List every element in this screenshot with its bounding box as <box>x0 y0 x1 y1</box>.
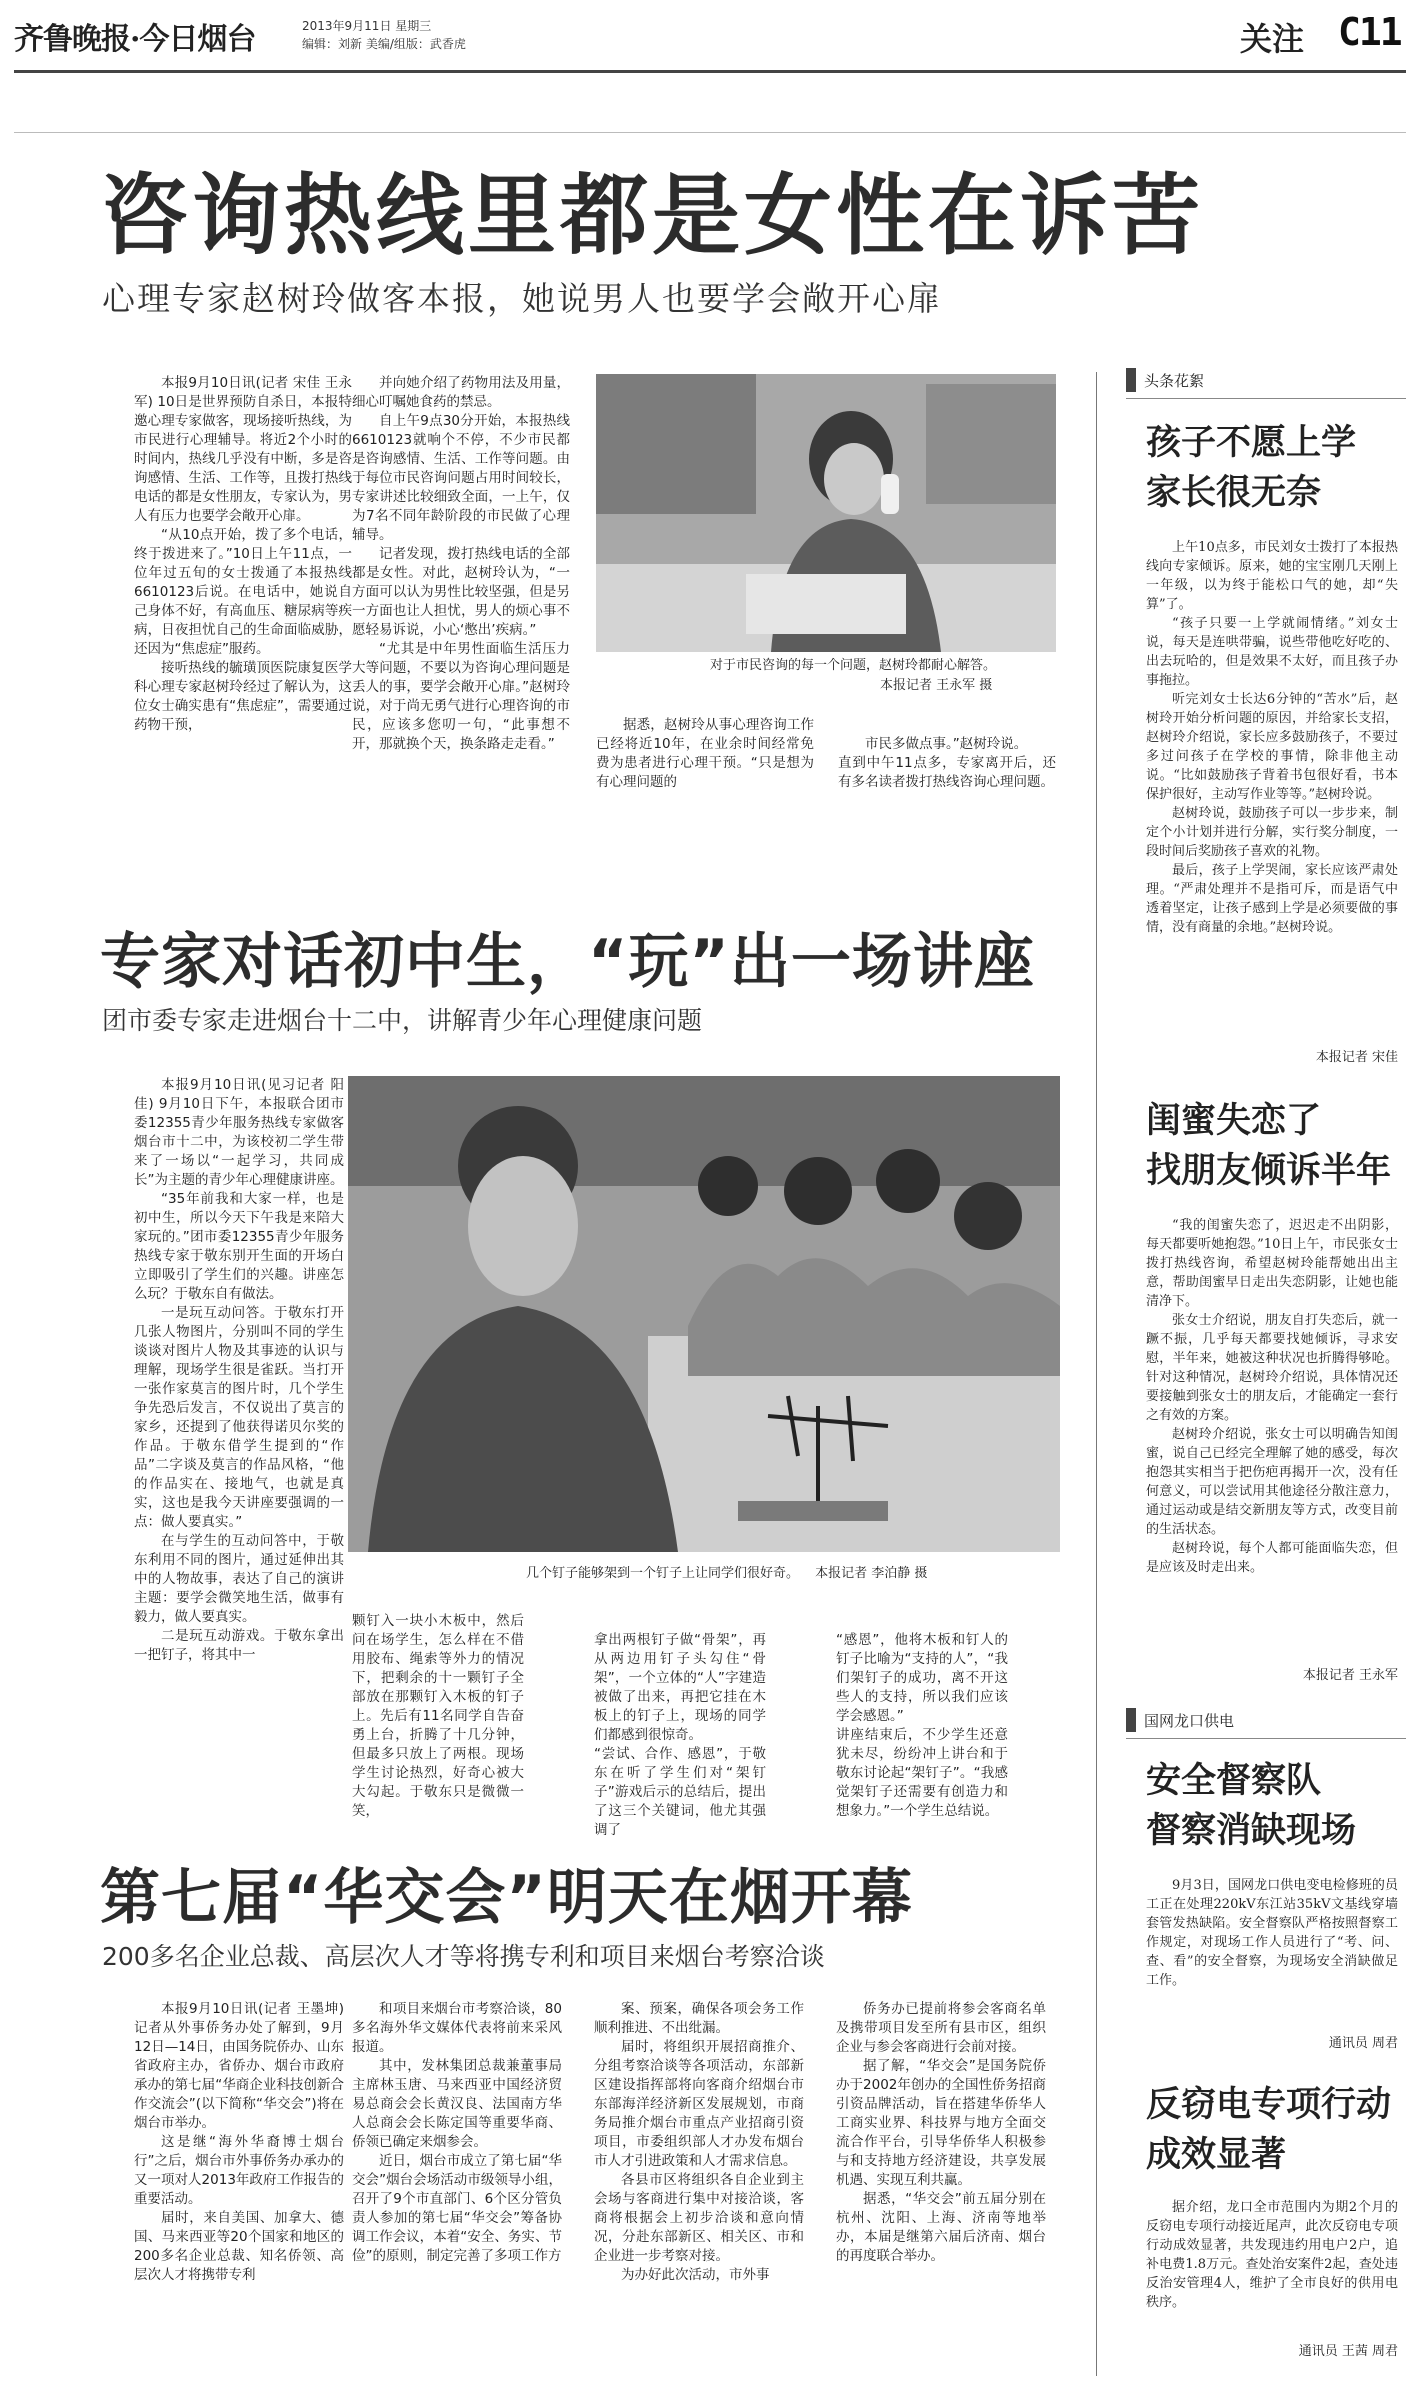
article1-caption: 对于市民咨询的每一个问题，赵树玲都耐心解答。 <box>710 658 997 673</box>
article1-subtitle: 心理专家赵树玲做客本报，她说男人也要学会敞开心扉 <box>102 279 942 318</box>
newspaper-logo: 齐鲁晚报·今日烟台 <box>14 22 256 57</box>
paragraph: “我的闺蜜失恋了，迟迟走不出阴影，每天都要听她抱怨。”10日上午，市民张女士拨打热线咨询，希望赵树玲能帮她出出主意，帮助闺蜜早日走出失恋阴影，让她也能清净下。 <box>1146 1218 1398 1309</box>
header-thin-rule <box>14 132 1406 133</box>
article2-column-1 <box>134 1076 344 1808</box>
article1-photo-credit: 本报记者 王永军 摄 <box>880 678 993 693</box>
paragraph: 最后，孩子上学哭闹，家长应该严肃处理。“严肃处理并不是指可斥，而是语气中透着坚定，让孩子感到上学是必须要做的事情，没有商量的余地。”赵树玲说。 <box>1146 863 1398 935</box>
paragraph: 听完刘女士长达6分钟的“苦水”后，赵树玲开始分析问题的原因，并给家长支招，赵树玲介绍说，家长应多鼓励孩子，不要过多过问孩子在学校的事情，除非他主动说。“比如鼓励孩子背着书包很好看，书本保护很好，主动写作业等等。”赵树玲说。 <box>1146 692 1398 802</box>
paragraph: 据介绍，龙口全市范围内为期2个月的反窃电专项行动接近尾声，此次反窃电专项行动成效显著，共发现违约用电户2户，追补电费1.8万元。查处治安案件2起，查处违反治安管理4人，维护了全市良好的供用电秩序。 <box>1146 2200 1398 2310</box>
paragraph: 案、预案，确保各项会务工作顺利推进、不出纰漏。 <box>594 2001 804 2036</box>
article3-column-2 <box>352 2000 562 2376</box>
article1-column-1 <box>134 374 352 854</box>
story3-byline: 通讯员 周君 <box>1328 2036 1398 2051</box>
article1-column-3 <box>596 716 814 846</box>
story4-title <box>1146 2080 1391 2180</box>
paragraph: 据了解，“华交会”是国务院侨办于2002年创办的全国性侨务招商引资品牌活动，旨在搭建华侨华人工商实业界、科技界与地方全面交流合作平台，引导华侨华人积极参与和支持地方经济建设，共享发展机遇、实现互利共赢。 <box>836 2058 1046 2188</box>
paragraph: 二是玩互动游戏。于敬东拿出一把钉子，将其中一 <box>134 1628 344 1663</box>
article2-column-4 <box>836 1612 1008 1819</box>
issue-date: 2013年9月11日 星期三 <box>302 19 432 33</box>
article3-column-3 <box>594 2000 804 2376</box>
paragraph: 一是玩互动问答。于敬东打开几张人物图片，分别叫不同的学生谈谈对图片人物及其事迹的认识与理解，现场学生很是雀跃。当打开一张作家莫言的图片时，几个学生争先恐后发言，不仅说出了莫言的家乡，还提到了他获得诺贝尔奖的作品。于敬东借学生提到的“作品”二字谈及莫言的作品风格，“他的作品实在、接地气，也就是真实，这也是我今天讲座要强调的一点：做人要真实。” <box>134 1305 344 1530</box>
header-rule <box>14 70 1406 73</box>
paragraph: 近日，烟台市成立了第七届“华交会”烟台会场活动市级领导小组，召开了9个市直部门、6个区分管负责人参加的第七届“华交会”筹备协调工作会议，本着“安全、务实、节俭”的原则，制定完善了多项工作方 <box>352 2153 562 2264</box>
story2-title <box>1146 1096 1391 1196</box>
article2-title: 专家对话初中生，“玩”出一场讲座 <box>100 927 1035 997</box>
title-line: 家长很无奈 <box>1146 473 1322 513</box>
paragraph: 接听热线的毓璜顶医院康复医学科心理专家赵树玲经过了解认为，这位女士确实患有“焦虑症”，需要通过药物干预， <box>134 660 352 733</box>
article1-column-2 <box>352 374 570 854</box>
article1-title: 咨询热线里都是女性在诉苦 <box>100 164 1205 267</box>
paragraph: “感恩”，他将木板和钉人的钉子比喻为“支持的人”，“我们架钉子的成功，离不开这些人的支持，所以我们应该学会感恩。” 讲座结束后，不少学生还意犹未尽，纷纷冲上讲台和于敬东讨论起“架钉子”。“我感觉架钉子还需要有创造力和想象力。”一个学生总结说。 <box>836 1632 1008 1819</box>
paragraph: 为办好此次活动，市外事 <box>621 2267 770 2283</box>
paragraph: 本报9月10日讯(记者 王墨坤) 记者从外事侨务办处了解到，9月12日—14日，由国务院侨办、山东省政府主办，省侨办、烟台市政府承办的第七届“华商企业科技创新合作交流会”(以下简称“华交会”)将在烟台市举办。 <box>134 2001 344 2131</box>
paragraph: 其中，发林集团总裁兼董事局主席林玉唐、马来西亚中国经济贸易总商会会长黄汉良、法国南方华人总商会会长陈定国等重要华商、侨领已确定来烟参会。 <box>352 2058 562 2150</box>
paragraph: 据悉，赵树玲从事心理咨询工作已经将近10年，在业余时间经常免费为患者进行心理干预。“只是想为有心理问题的 <box>596 717 814 790</box>
tag-rule <box>1126 1738 1406 1739</box>
article1-column-4 <box>838 716 1056 846</box>
paragraph: 届时，将组织开展招商推介、分组考察洽谈等各项活动，东部新区建设指挥部将向客商介绍烟台市东部海洋经济新区发展规划，市商务局推介烟台市重点产业招商引资项目，市委组织部人才办发布烟台市人才引进政策和人才需求信息。 <box>594 2039 804 2169</box>
paragraph: 拿出两根钉子做“骨架”，再从两边用钉子头勾住“骨架”，一个立体的“人”字建造被做了出来，再把它挂在木板上的钉子上，现场的同学们都感到很惊奇。 “尝试、合作、感恩”，于敬东在听了学生们对“架钉子”游戏后示的总结后，提出了这三个关键词，他尤其强调了 <box>594 1632 766 1838</box>
story1-byline: 本报记者 宋佳 <box>1315 1050 1398 1065</box>
article2-caption-row <box>526 1564 1060 1583</box>
paragraph: 届时，来自美国、加拿大、德国、马来西亚等20个国家和地区的200多名企业总裁、知名侨领、高层次人才将携带专利 <box>134 2210 344 2283</box>
story4-byline: 通讯员 王茜 周君 <box>1298 2344 1398 2359</box>
nail-game-photo-image <box>348 1076 1060 1552</box>
paragraph: 赵树玲说，鼓励孩子可以一步步来，制定个小计划并进行分解，实行奖分制度，一段时间后奖励孩子喜欢的礼物。 <box>1146 806 1398 859</box>
paragraph: 本报9月10日讯(记者 宋佳 王永军) 10日是世界预防自杀日，本报特邀心理专家做客，现场接听热线，为市民进行心理辅导。将近2个小时的时间内，热线几乎没有中断，多是咨询感情、生活、工作等，且拨打热线电话的都是女性朋友，专家认为，男人有压力也要学会敞开心扉。 <box>134 375 352 524</box>
title-line: 反窃电专项行动 <box>1146 2085 1392 2125</box>
paragraph: 赵树玲介绍说，张女士可以明确告知闺蜜，说自己已经完全理解了她的感受，每次抱怨其实相当于把伤疤再揭开一次，没有任何意义，可以尝试用其他途径分散注意力，通过运动或是结交新朋友等方式，改变目前的生活状态。 <box>1146 1427 1398 1537</box>
paragraph: 9月3日，国网龙口供电变电检修班的员工正在处理220kV东江站35kV文基线穿墙套管发热缺陷。安全督察队严格按照督察工作规定，对现场工作人员进行了“考、问、查、看”的安全督察，为现场安全消缺做足工作。 <box>1146 1878 1398 1988</box>
sidebar-divider <box>1096 372 1097 2376</box>
paragraph: 并向她介绍了药物用法及用量，细心叮嘱她食药的禁忌。 <box>352 375 570 410</box>
story3-title <box>1146 1756 1356 1856</box>
section-name: 关注 <box>1240 20 1305 58</box>
article2-column-3 <box>594 1612 766 1838</box>
paragraph: “尤其是中年男性面临生活压力大等问题，不要以为咨询心理问题是丢人的事，要学会敞开心扉。”赵树玲说，对于尚无勇气进行心理咨询的市民，应该多您叨一句，“此事想不开，那就换个天，换条路走走看。” <box>352 641 570 752</box>
story3-body <box>1146 1876 1398 2030</box>
article3-title: 第七届“华交会”明天在烟开幕 <box>100 1863 913 1933</box>
paragraph: 颗钉入一块小木板中，然后问在场学生，怎么样在不借用胶布、绳索等外力的情况下，把剩余的十一颗钉子全部放在那颗钉入木板的钉子上。先后有11名同学自告奋勇上台，折腾了十几分钟，但最多只放上了两根。现场学生讨论热烈，好奇心被大大勾起。于敬东只是微微一笑， <box>352 1613 524 1819</box>
article2-subtitle: 团市委专家走进烟台十二中，讲解青少年心理健康问题 <box>102 1006 703 1035</box>
article2-photo <box>348 1076 1060 1552</box>
tag-rule <box>1126 398 1406 399</box>
paragraph: 记者发现，拨打热线电话的全部都是女性。对此，赵树玲认为，“一方面可以认为男性比较坚强，但是另一方面也让人担忧，男人的烦心事不愿轻易诉说，小心‘憋出’疾病。” <box>352 546 570 638</box>
title-line: 孩子不愿上学 <box>1146 423 1357 463</box>
article2-caption: 几个钉子能够架到一个钉子上让同学们很好奇。 <box>526 1566 800 1581</box>
paragraph: 据悉，“华交会”前五届分别在杭州、沈阳、上海、济南等地举办，本届是继第六届后济南、烟台的再度联合举办。 <box>836 2191 1046 2264</box>
paragraph: “从10点开始，拨了多个电话，终于拨进来了。”10日上午11点，一位年过五旬的女士拨通了本报热线6610123后说。在电话中，她说自己身体不好，有高血压、糖尿病等疾病，日夜担忧自己的生命面临威胁，还因为“焦虑症”服药。 <box>134 527 352 657</box>
story2-byline: 本报记者 王永军 <box>1302 1668 1398 1683</box>
paragraph: 张女士介绍说，朋友自打失恋后，就一蹶不振，几乎每天都要找她倾诉，寻求安慰，半年来，她被这种状况也折腾得够呛。针对这种情况，赵树玲介绍说，具体情况还要接触到张女士的朋友后，才能确定一套行之有效的方案。 <box>1146 1313 1398 1423</box>
page-number: C11 <box>1338 10 1401 54</box>
title-line: 找朋友倾诉半年 <box>1146 1151 1392 1191</box>
article2-column-2 <box>352 1612 524 1819</box>
sidebar-tag-power-supply: 国网龙口供电 <box>1144 1712 1235 1730</box>
paragraph: 和项目来烟台市考察洽谈，80多名海外华文媒体代表将前来采风报道。 <box>352 2001 562 2055</box>
title-line: 督察消缺现场 <box>1146 1811 1357 1851</box>
tag-marker <box>1126 368 1136 392</box>
title-line: 成效显著 <box>1146 2135 1287 2175</box>
tag-marker <box>1126 1708 1136 1732</box>
paragraph: 本报9月10日讯(见习记者 阳佳) 9月10日下午，本报联合团市委12355青少年服务热线专家做客烟台市十二中，为该校初二学生带来了一场以“一起学习，共同成长”为主题的青少年心理健康讲座。 <box>134 1077 344 1188</box>
paragraph: 上午10点多，市民刘女士拨打了本报热线向专家倾诉。原来，她的宝宝刚几天刚上一年级，以为终于能松口气的她，却“失算”了。 <box>1146 540 1398 612</box>
story4-body <box>1146 2198 1398 2334</box>
paragraph: 这是继“海外华裔博士烟台行”之后，烟台市外事侨务办承办的又一项对人2013年政府工作报告的重要活动。 <box>134 2134 344 2207</box>
paragraph: “35年前我和大家一样，也是初中生，所以今天下午我是来陪大家玩的。”团市委12355青少年服务热线专家于敬东别开生面的开场白立即吸引了学生们的兴趣。讲座怎么玩？于敬东自有做法。 <box>134 1191 344 1302</box>
story1-title <box>1146 418 1356 518</box>
title-line: 安全督察队 <box>1146 1761 1322 1801</box>
article3-column-4 <box>836 2000 1046 2376</box>
paragraph: 市民多做点事。”赵树玲说。 直到中午11点多，专家离开后，还有多名读者拨打热线咨询心理问题。 <box>838 736 1056 790</box>
paragraph: 侨务办已提前将参会客商名单及携带项目发至所有县市区，组织企业与参会客商进行会前对接。 <box>836 2001 1046 2055</box>
article1-photo <box>596 374 1056 652</box>
paragraph: 自上午9点30分开始，本报热线6610123就响个不停，不少市民都是咨询感情、生活、工作等问题。由于每位市民咨询问题占用时间较长，专家讲述比较细致全面，一上午，仅为7名不同年龄阶段的市民做了心理辅导。 <box>352 413 570 543</box>
article2-photo-credit: 本报记者 李泊静 摄 <box>815 1566 928 1581</box>
hotline-photo-image <box>596 374 1056 652</box>
editor-credits: 编辑：刘新 美编/组版：武香虎 <box>302 37 466 51</box>
paragraph: 赵树玲说，每个人都可能面临失恋，但是应该及时走出来。 <box>1146 1541 1398 1575</box>
story2-body <box>1146 1216 1398 1660</box>
article3-column-1 <box>134 2000 344 2376</box>
title-line: 闺蜜失恋了 <box>1146 1101 1322 1141</box>
paragraph: 在与学生的互动问答中，于敬东利用不同的图片，通过延伸出其中的人物故事，表达了自己的演讲主题：要学会微笑地生活，做事有毅力，做人要真实。 <box>134 1533 344 1625</box>
paragraph: 各县市区将组织各自企业到主会场与客商进行集中对接洽谈，客商将根据会上初步洽谈和意向情况，分赴东部新区、相关区、市和企业进一步考察对接。 <box>594 2172 804 2264</box>
article3-subtitle: 200多名企业总裁、高层次人才等将携专利和项目来烟台考察洽谈 <box>102 1942 825 1971</box>
story1-body <box>1146 538 1398 1042</box>
sidebar-tag-headlines: 头条花絮 <box>1144 372 1205 390</box>
paragraph: “孩子只要一上学就闹情绪。”刘女士说，每天是连哄带骗，说些带他吃好吃的、出去玩哈的，但是效果不太好，而且孩子办事拖拉。 <box>1146 616 1398 688</box>
